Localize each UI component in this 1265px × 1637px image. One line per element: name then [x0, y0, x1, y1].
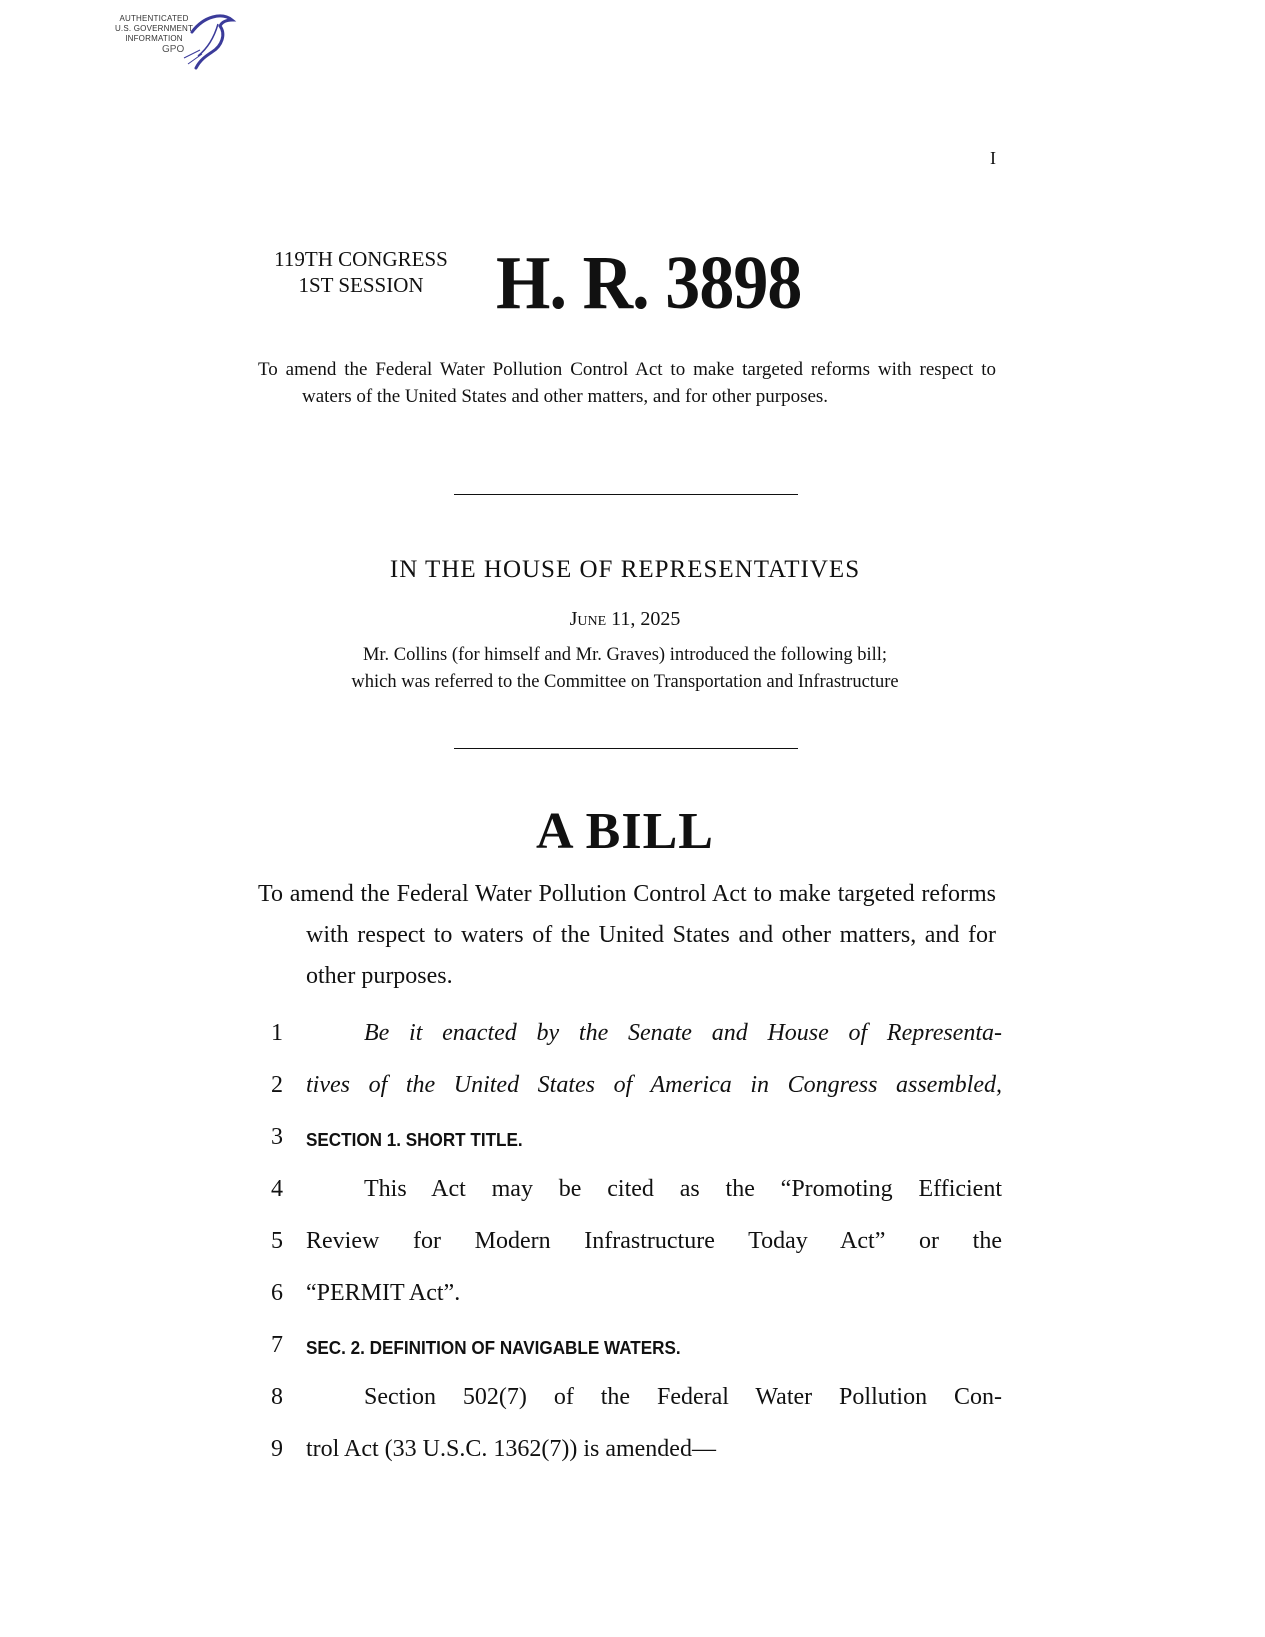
- line-number: 7: [271, 1332, 283, 1358]
- line-number: 1: [271, 1020, 283, 1046]
- gpo-logo-line: AUTHENTICATED: [119, 14, 189, 23]
- line-number: 6: [271, 1280, 283, 1306]
- bill-line: [262, 1384, 1002, 1424]
- chamber-heading: IN THE HOUSE OF REPRESENTATIVES: [389, 556, 861, 583]
- bill-title: A BILL: [536, 803, 714, 860]
- introduction-statement: [240, 642, 1010, 696]
- section-text: Section 502(7) of the Federal Water Pollution Con-: [364, 1384, 1002, 1410]
- line-number: 8: [271, 1384, 283, 1410]
- enacting-clause: tives of the United States of America in Congress assembled,: [306, 1072, 1002, 1098]
- section-text: This Act may be cited as the “Promoting Efficient: [364, 1176, 1002, 1202]
- page-marker: I: [990, 148, 996, 168]
- section-text: Review for Modern Infrastructure Today Act” or the: [306, 1228, 1002, 1254]
- divider: [454, 748, 798, 749]
- section-text: trol Act (33 U.S.C. 1362(7)) is amended—: [306, 1436, 716, 1462]
- introduction-line: Mr. Collins (for himself and Mr. Graves) introduced the following bill;: [362, 645, 888, 665]
- enacting-clause: Be it enacted by the Senate and House of Representa-: [364, 1020, 1002, 1046]
- bill-line: [262, 1332, 1002, 1372]
- bill-number: H. R. 3898: [496, 241, 802, 325]
- section-heading: SECTION 1. SHORT TITLE.: [306, 1130, 523, 1150]
- long-purpose: To amend the Federal Water Pollution Control Act to make targeted reforms with respect to waters of the United States and other matters, and for other purposes.: [258, 881, 996, 989]
- session-label: 1ST SESSION: [298, 273, 424, 297]
- bill-line: [262, 1124, 1002, 1164]
- eagle-icon: [178, 10, 238, 72]
- bill-line: [262, 1228, 1002, 1268]
- congress-session-block: [256, 246, 466, 298]
- bill-line: [262, 1072, 1002, 1112]
- section-heading: SEC. 2. DEFINITION OF NAVIGABLE WATERS.: [306, 1338, 681, 1358]
- bill-line: [262, 1436, 1002, 1476]
- line-number: 9: [271, 1436, 283, 1462]
- gpo-logo-line: U.S. GOVERNMENT: [114, 24, 194, 33]
- bill-line: [262, 1280, 1002, 1320]
- congress-label: 119TH CONGRESS: [274, 247, 448, 271]
- line-number: 5: [271, 1228, 283, 1254]
- line-number: 4: [271, 1176, 283, 1202]
- section-text: “PERMIT Act”.: [306, 1280, 461, 1306]
- line-number: 2: [271, 1072, 283, 1098]
- introduction-line: which was referred to the Committee on Transportation and Infrastructure: [351, 672, 899, 692]
- gpo-logo-line: INFORMATION: [125, 34, 183, 43]
- bill-line: [262, 1020, 1002, 1060]
- line-number: 3: [271, 1124, 283, 1150]
- bill-line: [262, 1176, 1002, 1216]
- gpo-mark: GPO: [162, 44, 185, 55]
- gpo-authentication-logo: [100, 10, 240, 72]
- introduced-date: June 11, 2025: [569, 608, 681, 630]
- divider: [454, 494, 798, 495]
- short-purpose: To amend the Federal Water Pollution Control Act to make targeted reforms with respect to waters of the United States and other matters, and for other purposes.: [258, 359, 996, 407]
